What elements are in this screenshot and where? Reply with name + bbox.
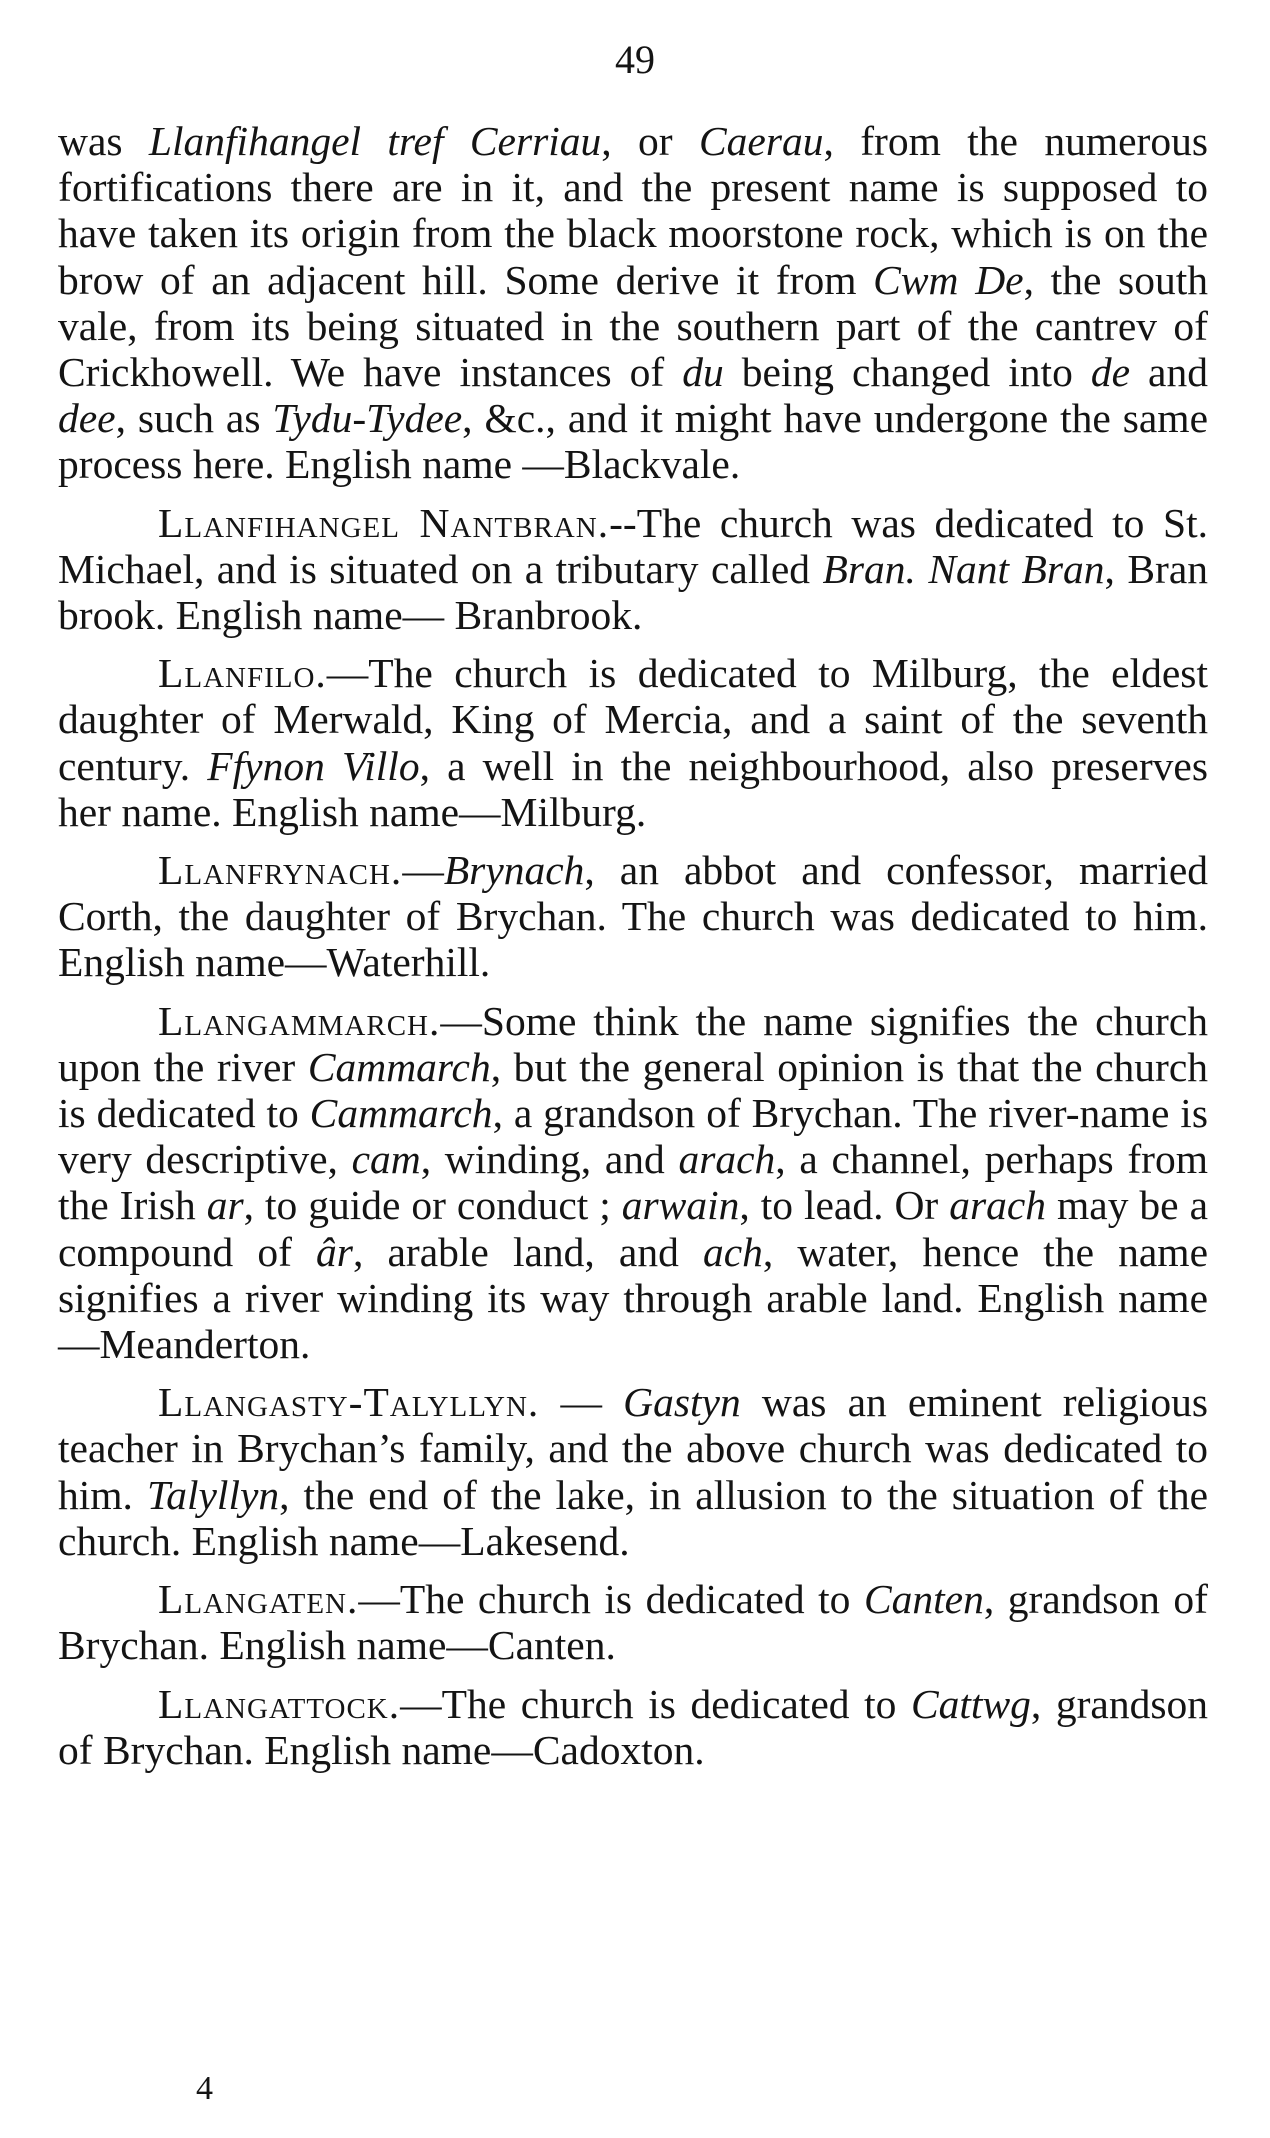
text-run: was an eminent religious teacher in Brychan’s family, and the above church was dedicated to him. bbox=[58, 1379, 1208, 1518]
paragraph-p2 bbox=[58, 650, 1208, 835]
text-run: , an abbot and confessor, married Corth, the daughter of Brychan. The church was dedicated to him. English name—Waterhill. bbox=[58, 847, 1208, 986]
paragraph-p1 bbox=[58, 500, 1208, 639]
text-run: , a well in the neighbourhood, also preserves her name. English name—Milburg. bbox=[58, 742, 1208, 835]
italic-term: arach bbox=[678, 1136, 776, 1183]
text-run: and bbox=[1130, 349, 1208, 396]
paragraph-p7 bbox=[58, 1681, 1208, 1773]
entry-heading: Llanfihangel Nantbran. bbox=[158, 499, 610, 546]
italic-term: Cammarch bbox=[307, 1043, 491, 1090]
italic-term: Cammarch bbox=[309, 1090, 493, 1137]
text-run: , Bran brook. English name— Branbrook. bbox=[58, 545, 1209, 639]
italic-term: ach bbox=[702, 1228, 763, 1275]
italic-term: âr bbox=[316, 1228, 353, 1275]
text-run bbox=[916, 546, 928, 592]
text-run: —The church is dedicated to bbox=[400, 1680, 911, 1727]
entry-heading: Llangammarch. bbox=[158, 997, 441, 1044]
page-number: 49 bbox=[615, 37, 655, 82]
italic-term: cam bbox=[351, 1136, 421, 1183]
italic-term: Cwm De bbox=[873, 256, 1024, 303]
italic-term: Caerau bbox=[698, 118, 824, 164]
entry-heading: Llangattock. bbox=[158, 1680, 401, 1727]
italic-term: de bbox=[1090, 349, 1131, 396]
text-run: , &c., and it might have undergone the same process here. English name —Blackvale. bbox=[58, 395, 1209, 488]
text-run: , winding, and bbox=[420, 1136, 679, 1183]
italic-term: ar bbox=[206, 1182, 244, 1229]
italic-term: du bbox=[682, 349, 724, 396]
text-run: , arable land, and bbox=[352, 1228, 703, 1275]
text-run: , to guide or conduct ; bbox=[243, 1182, 622, 1229]
text-run: --The church was dedicated to St. Michael, and is situated on a tributary called bbox=[58, 499, 1209, 592]
text-run: — bbox=[402, 847, 444, 894]
body-text bbox=[58, 118, 1208, 1785]
text-run: , a grandson of Brychan. The river-name is very descriptive, bbox=[58, 1090, 1208, 1183]
text-run: , the end of the lake, in allusion to the situation of the church. English name—Lakesend. bbox=[58, 1471, 1208, 1564]
text-run: being changed into bbox=[723, 349, 1091, 396]
entry-heading: Llangasty-Talyllyn. bbox=[158, 1379, 540, 1426]
text-run: — bbox=[539, 1379, 624, 1426]
paragraph-p4 bbox=[58, 998, 1208, 1368]
text-run: —Some think the name signifies the church upon the river bbox=[58, 997, 1208, 1090]
entry-heading: Llanfilo. bbox=[158, 650, 327, 697]
text-run: , from the numerous fortifications there are in it, and the present name is supposed to have taken its origin from the black moorstone rock, which is on the brow of an adjacent hill. Some derive it from bbox=[58, 118, 1208, 303]
text-run: , grandson of Brychan. English name—Cadoxton. bbox=[58, 1680, 1208, 1773]
italic-term: arwain bbox=[621, 1182, 740, 1229]
text-run: , a channel, perhaps from the Irish bbox=[58, 1136, 1208, 1229]
text-run: , the south vale, from its being situated in the southern part of the cantrev of Crickhowell. We have instances of bbox=[58, 256, 1208, 396]
italic-term: Llanfihangel tref Cerriau bbox=[148, 118, 602, 164]
text-run: was bbox=[58, 118, 149, 164]
text-run: , such as bbox=[115, 395, 273, 442]
paragraph-p3 bbox=[58, 847, 1208, 986]
italic-term: Talyllyn bbox=[146, 1471, 280, 1518]
italic-term: Tydu-Tydee bbox=[272, 395, 463, 442]
text-run: —The church is dedicated to Milburg, the eldest daughter of Merwald, King of Mercia, and a saint of the seventh century. bbox=[58, 650, 1208, 789]
italic-term: arach bbox=[949, 1182, 1047, 1229]
entry-heading: Llangaten. bbox=[158, 1576, 359, 1623]
italic-term: Canten bbox=[863, 1576, 984, 1623]
italic-term: Ffynon Villo bbox=[207, 742, 420, 789]
entry-heading: Llanfrynach. bbox=[158, 847, 403, 894]
text-run: , but the general opinion is that the church is dedicated to bbox=[58, 1043, 1208, 1137]
paragraph-p5 bbox=[58, 1379, 1208, 1564]
text-run: may be a compound of bbox=[58, 1182, 1208, 1275]
text-run: , water, hence the name signifies a river winding its way through arable land. English name—Meanderton. bbox=[58, 1228, 1208, 1368]
paragraph-p0 bbox=[58, 118, 1208, 488]
italic-term: Brynach bbox=[443, 847, 585, 894]
paragraph-p6 bbox=[58, 1576, 1208, 1668]
text-run: , to lead. Or bbox=[739, 1182, 950, 1229]
text-run: , grandson of Brychan. English name—Canten. bbox=[58, 1576, 1208, 1669]
text-run: —The church is dedicated to bbox=[358, 1576, 864, 1623]
italic-term: Cattwg bbox=[910, 1680, 1031, 1727]
italic-term: dee bbox=[58, 395, 116, 442]
signature-mark: 4 bbox=[196, 2070, 213, 2107]
italic-term: Gastyn bbox=[623, 1379, 741, 1426]
italic-term: Nant Bran bbox=[928, 545, 1105, 592]
text-run: , or bbox=[601, 118, 699, 164]
italic-term: Bran. bbox=[822, 545, 916, 592]
